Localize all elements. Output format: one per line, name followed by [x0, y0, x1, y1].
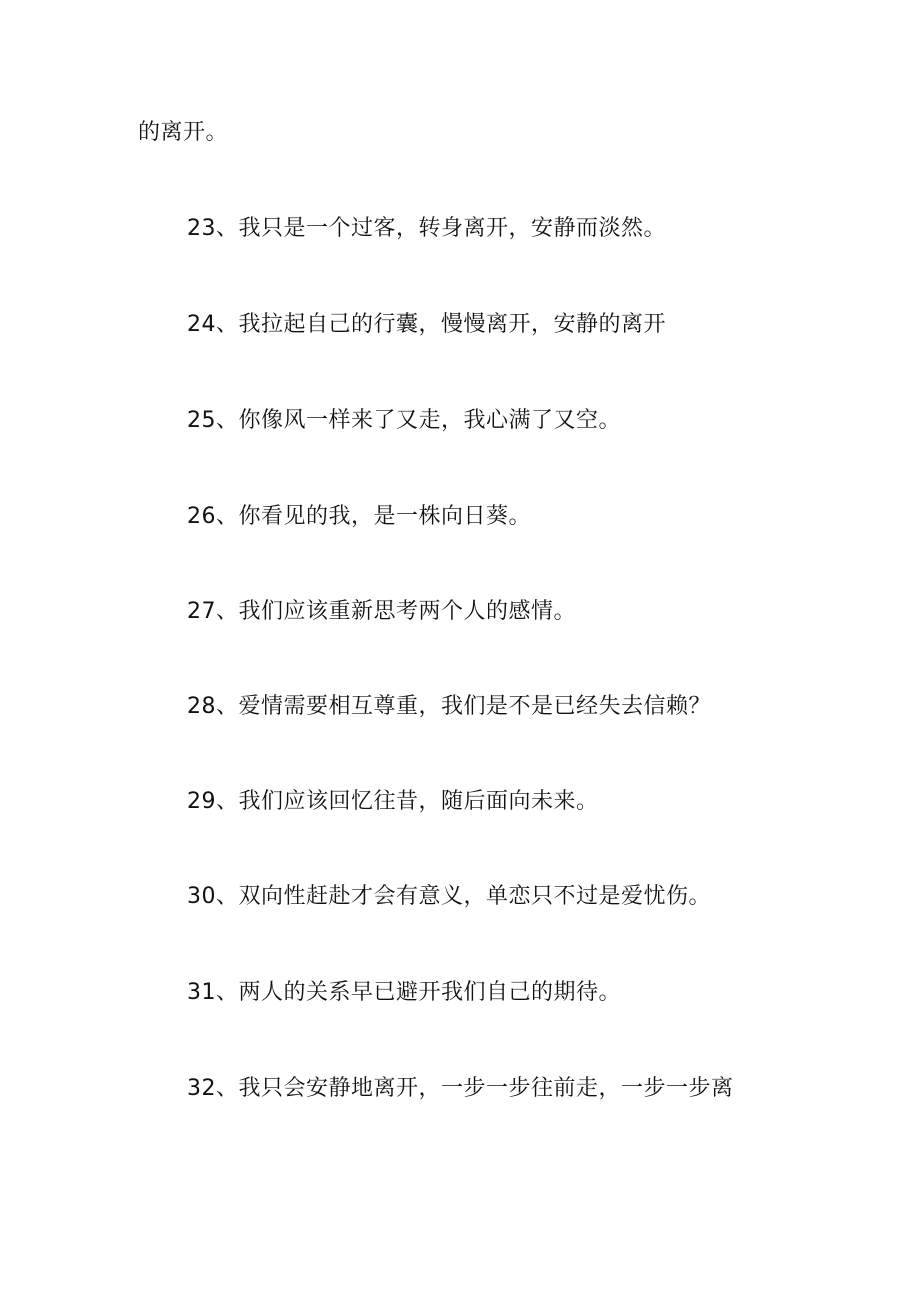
- list-item: 30、双向性赶赴才会有意义，单恋只不过是爱忧伤。: [187, 884, 711, 909]
- list-item: 29、我们应该回忆往昔，随后面向未来。: [187, 789, 599, 814]
- list-item: 28、爱情需要相互尊重，我们是不是已经失去信赖？: [187, 694, 711, 719]
- list-item: 25、你像风一样来了又走，我心满了又空。: [187, 408, 621, 433]
- list-item: 31、两人的关系早已避开我们自己的期待。: [187, 980, 621, 1005]
- list-item: 32、我只会安静地离开，一步一步往前走，一步一步离: [187, 1076, 734, 1101]
- list-item: 24、我拉起自己的行囊，慢慢离开，安静的离开: [187, 312, 666, 337]
- list-item: 27、我们应该重新思考两个人的感情。: [187, 599, 576, 624]
- list-item: 26、你看见的我，是一株向日葵。: [187, 504, 531, 529]
- continuation-line: 的离开。: [138, 120, 229, 145]
- list-item: 23、我只是一个过客，转身离开，安静而淡然。: [187, 216, 666, 241]
